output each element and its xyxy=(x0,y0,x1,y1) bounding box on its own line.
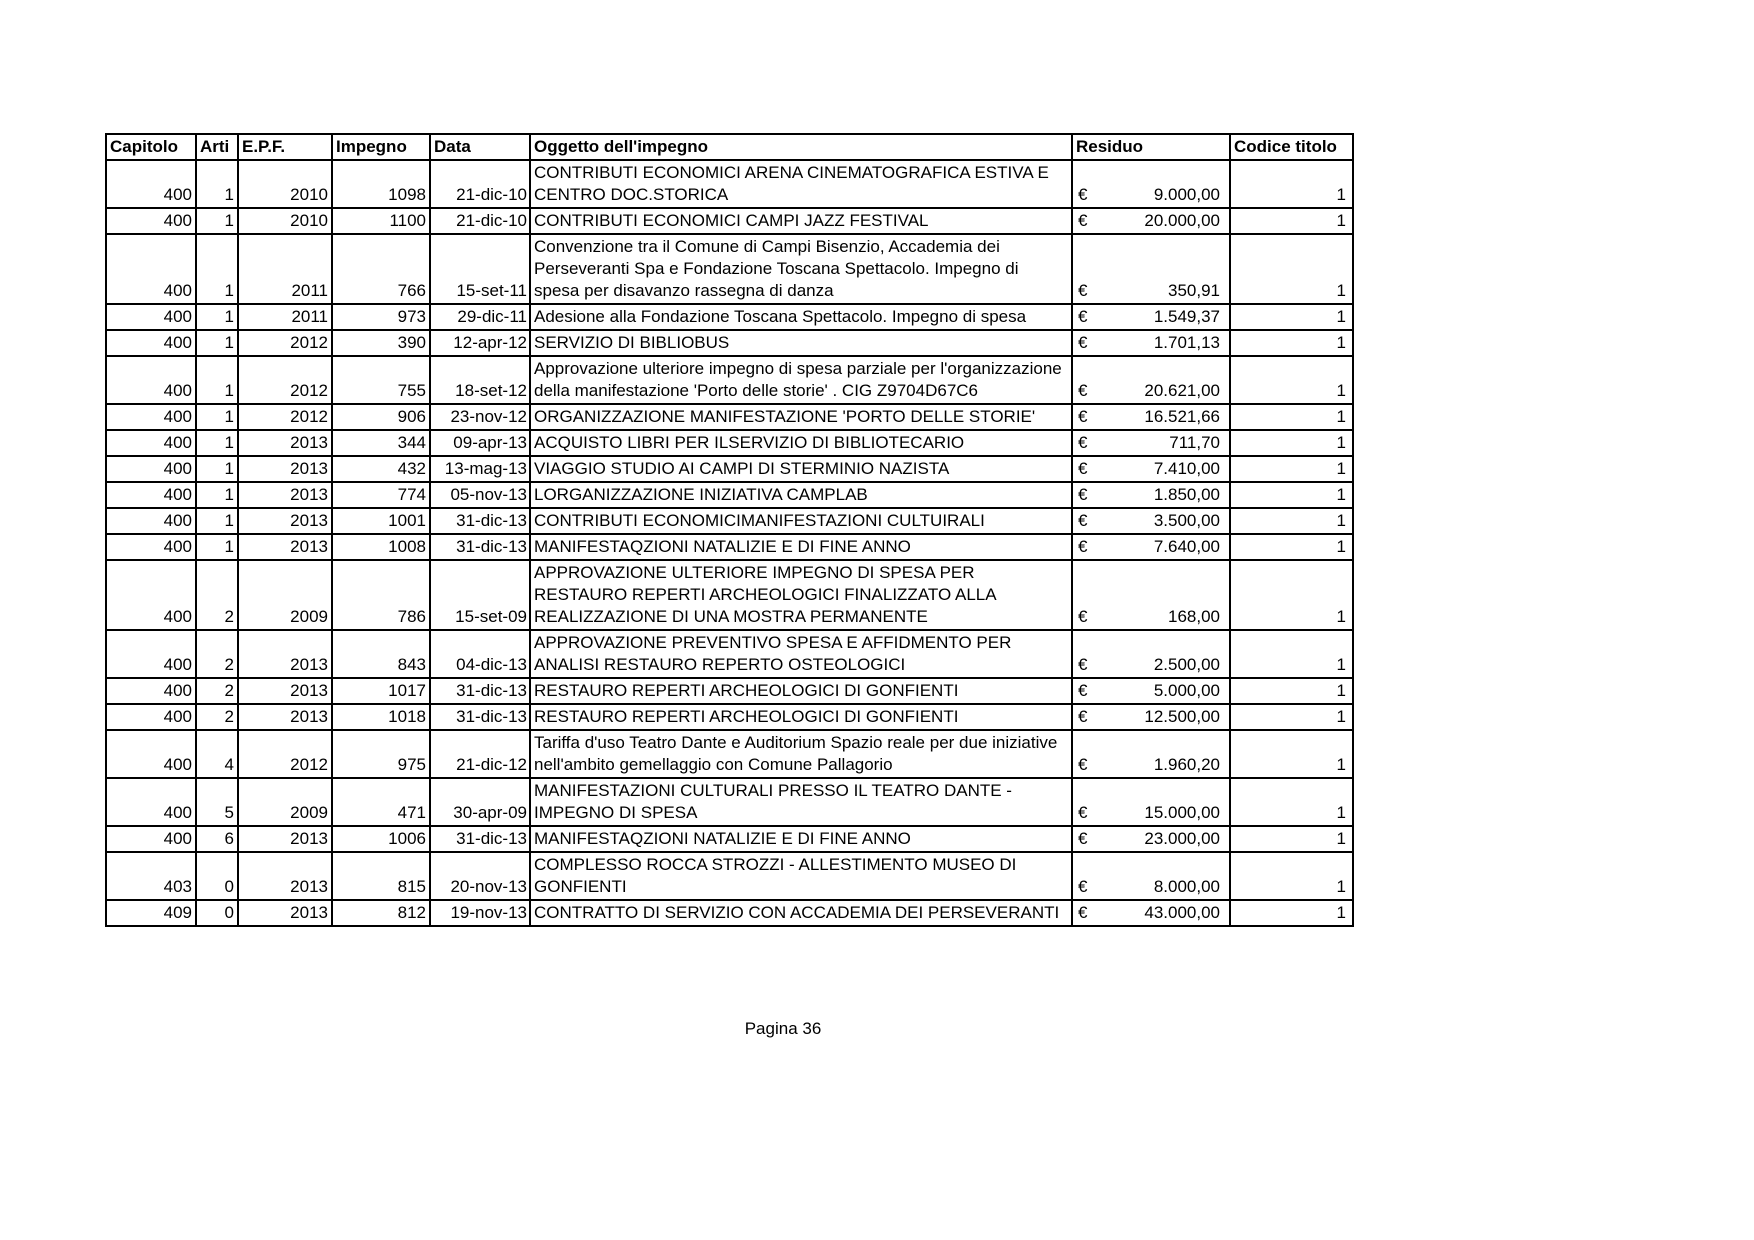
column-header-epf: E.P.F. xyxy=(238,134,332,160)
residuo-amount: 43.000,00 xyxy=(1144,903,1220,922)
cell-residuo xyxy=(1072,826,1230,852)
cell-capitolo: 400 xyxy=(106,630,196,678)
euro-symbol: € xyxy=(1078,511,1088,530)
cell-oggetto: SERVIZIO DI BIBLIOBUS xyxy=(530,330,1072,356)
cell-oggetto: Convenzione tra il Comune di Campi Bisenzio, Accademia dei Perseveranti Spa e Fondazione Toscana Spettacolo. Impegno di spesa per disavanzo rassegna di danza xyxy=(530,234,1072,304)
cell-articolo: 1 xyxy=(196,234,238,304)
impegni-table xyxy=(105,133,1354,927)
cell-codice-titolo: 1 xyxy=(1230,234,1353,304)
cell-data: 31-dic-13 xyxy=(430,704,530,730)
residuo-amount: 7.640,00 xyxy=(1153,537,1220,556)
residuo-amount: 168,00 xyxy=(1168,607,1220,626)
cell-oggetto: MANIFESTAZIONI CULTURALI PRESSO IL TEATRO DANTE - IMPEGNO DI SPESA xyxy=(530,778,1072,826)
cell-capitolo: 400 xyxy=(106,678,196,704)
table-row xyxy=(106,560,1353,630)
cell-residuo xyxy=(1072,508,1230,534)
cell-epf: 2012 xyxy=(238,330,332,356)
cell-articolo: 1 xyxy=(196,356,238,404)
cell-impegno: 471 xyxy=(332,778,430,826)
cell-impegno: 1018 xyxy=(332,704,430,730)
column-header-arti: Arti xyxy=(196,134,238,160)
cell-impegno: 432 xyxy=(332,456,430,482)
cell-articolo: 2 xyxy=(196,678,238,704)
cell-epf: 2012 xyxy=(238,404,332,430)
cell-capitolo: 400 xyxy=(106,730,196,778)
cell-capitolo: 400 xyxy=(106,160,196,208)
cell-capitolo: 400 xyxy=(106,404,196,430)
cell-codice-titolo: 1 xyxy=(1230,330,1353,356)
cell-impegno: 843 xyxy=(332,630,430,678)
cell-epf: 2012 xyxy=(238,356,332,404)
cell-oggetto: APPROVAZIONE ULTERIORE IMPEGNO DI SPESA PER RESTAURO REPERTI ARCHEOLOGICI FINALIZZATO ALLA REALIZZAZIONE DI UNA MOSTRA PERMANENTE xyxy=(530,560,1072,630)
euro-symbol: € xyxy=(1078,607,1088,626)
cell-data: 21-dic-12 xyxy=(430,730,530,778)
cell-capitolo: 400 xyxy=(106,778,196,826)
cell-articolo: 5 xyxy=(196,778,238,826)
table-row xyxy=(106,778,1353,826)
cell-codice-titolo: 1 xyxy=(1230,508,1353,534)
cell-data: 18-set-12 xyxy=(430,356,530,404)
cell-data: 23-nov-12 xyxy=(430,404,530,430)
cell-impegno: 815 xyxy=(332,852,430,900)
cell-data: 04-dic-13 xyxy=(430,630,530,678)
residuo-amount: 3.500,00 xyxy=(1153,511,1220,530)
residuo-amount: 2.500,00 xyxy=(1153,655,1220,674)
column-header-data: Data xyxy=(430,134,530,160)
cell-epf: 2013 xyxy=(238,852,332,900)
cell-oggetto: Tariffa d'uso Teatro Dante e Auditorium Spazio reale per due iniziative nell'ambito gemellaggio con Comune Pallagorio xyxy=(530,730,1072,778)
euro-symbol: € xyxy=(1078,211,1088,230)
cell-capitolo: 400 xyxy=(106,560,196,630)
cell-epf: 2012 xyxy=(238,730,332,778)
euro-symbol: € xyxy=(1078,681,1088,700)
cell-oggetto: MANIFESTAQZIONI NATALIZIE E DI FINE ANNO xyxy=(530,534,1072,560)
cell-codice-titolo: 1 xyxy=(1230,630,1353,678)
cell-residuo xyxy=(1072,208,1230,234)
euro-symbol: € xyxy=(1078,755,1088,774)
cell-articolo: 6 xyxy=(196,826,238,852)
cell-epf: 2011 xyxy=(238,234,332,304)
euro-symbol: € xyxy=(1078,459,1088,478)
cell-capitolo: 400 xyxy=(106,508,196,534)
cell-residuo xyxy=(1072,560,1230,630)
residuo-amount: 8.000,00 xyxy=(1153,877,1220,896)
table-row xyxy=(106,826,1353,852)
table-row xyxy=(106,160,1353,208)
cell-impegno: 975 xyxy=(332,730,430,778)
cell-impegno: 774 xyxy=(332,482,430,508)
cell-epf: 2010 xyxy=(238,160,332,208)
euro-symbol: € xyxy=(1078,185,1088,204)
cell-articolo: 2 xyxy=(196,630,238,678)
residuo-amount: 711,70 xyxy=(1169,433,1220,452)
table-row xyxy=(106,482,1353,508)
euro-symbol: € xyxy=(1078,407,1088,426)
residuo-amount: 20.621,00 xyxy=(1144,381,1220,400)
cell-oggetto: CONTRATTO DI SERVIZIO CON ACCADEMIA DEI PERSEVERANTI xyxy=(530,900,1072,926)
cell-oggetto: APPROVAZIONE PREVENTIVO SPESA E AFFIDMENTO PER ANALISI RESTAURO REPERTO OSTEOLOGICI xyxy=(530,630,1072,678)
cell-capitolo: 400 xyxy=(106,826,196,852)
cell-residuo xyxy=(1072,852,1230,900)
cell-residuo xyxy=(1072,356,1230,404)
cell-impegno: 1100 xyxy=(332,208,430,234)
cell-residuo xyxy=(1072,900,1230,926)
column-header-residuo: Residuo xyxy=(1072,134,1230,160)
cell-data: 09-apr-13 xyxy=(430,430,530,456)
cell-codice-titolo: 1 xyxy=(1230,160,1353,208)
euro-symbol: € xyxy=(1078,307,1088,326)
euro-symbol: € xyxy=(1078,281,1088,300)
cell-articolo: 0 xyxy=(196,852,238,900)
residuo-amount: 12.500,00 xyxy=(1144,707,1220,726)
cell-data: 31-dic-13 xyxy=(430,678,530,704)
residuo-amount: 1.850,00 xyxy=(1153,485,1220,504)
cell-codice-titolo: 1 xyxy=(1230,826,1353,852)
cell-impegno: 766 xyxy=(332,234,430,304)
cell-epf: 2010 xyxy=(238,208,332,234)
cell-capitolo: 400 xyxy=(106,356,196,404)
table-row xyxy=(106,852,1353,900)
table-row xyxy=(106,508,1353,534)
residuo-amount: 16.521,66 xyxy=(1144,407,1220,426)
cell-codice-titolo: 1 xyxy=(1230,852,1353,900)
residuo-amount: 20.000,00 xyxy=(1144,211,1220,230)
cell-residuo xyxy=(1072,534,1230,560)
cell-articolo: 1 xyxy=(196,404,238,430)
cell-residuo xyxy=(1072,456,1230,482)
cell-codice-titolo: 1 xyxy=(1230,404,1353,430)
cell-oggetto: RESTAURO REPERTI ARCHEOLOGICI DI GONFIENTI xyxy=(530,678,1072,704)
cell-oggetto: ACQUISTO LIBRI PER ILSERVIZIO DI BIBLIOTECARIO xyxy=(530,430,1072,456)
cell-codice-titolo: 1 xyxy=(1230,430,1353,456)
cell-codice-titolo: 1 xyxy=(1230,356,1353,404)
cell-data: 31-dic-13 xyxy=(430,826,530,852)
cell-epf: 2013 xyxy=(238,482,332,508)
euro-symbol: € xyxy=(1078,829,1088,848)
cell-codice-titolo: 1 xyxy=(1230,778,1353,826)
cell-capitolo: 400 xyxy=(106,534,196,560)
cell-data: 29-dic-11 xyxy=(430,304,530,330)
cell-data: 31-dic-13 xyxy=(430,534,530,560)
table-row xyxy=(106,330,1353,356)
cell-codice-titolo: 1 xyxy=(1230,482,1353,508)
cell-articolo: 1 xyxy=(196,160,238,208)
cell-codice-titolo: 1 xyxy=(1230,560,1353,630)
spreadsheet-print-area xyxy=(105,133,1354,927)
cell-oggetto: LORGANIZZAZIONE INIZIATIVA CAMPLAB xyxy=(530,482,1072,508)
euro-symbol: € xyxy=(1078,803,1088,822)
euro-symbol: € xyxy=(1078,903,1088,922)
cell-data: 20-nov-13 xyxy=(430,852,530,900)
cell-residuo xyxy=(1072,304,1230,330)
cell-oggetto: VIAGGIO STUDIO AI CAMPI DI STERMINIO NAZISTA xyxy=(530,456,1072,482)
cell-residuo xyxy=(1072,482,1230,508)
cell-epf: 2013 xyxy=(238,508,332,534)
table-row xyxy=(106,304,1353,330)
cell-epf: 2013 xyxy=(238,826,332,852)
euro-symbol: € xyxy=(1078,485,1088,504)
cell-capitolo: 400 xyxy=(106,430,196,456)
cell-codice-titolo: 1 xyxy=(1230,900,1353,926)
column-header-codice: Codice titolo xyxy=(1230,134,1353,160)
cell-data: 15-set-09 xyxy=(430,560,530,630)
cell-codice-titolo: 1 xyxy=(1230,534,1353,560)
cell-impegno: 1017 xyxy=(332,678,430,704)
cell-epf: 2013 xyxy=(238,900,332,926)
cell-articolo: 1 xyxy=(196,456,238,482)
cell-capitolo: 400 xyxy=(106,234,196,304)
cell-impegno: 812 xyxy=(332,900,430,926)
cell-epf: 2013 xyxy=(238,456,332,482)
cell-data: 15-set-11 xyxy=(430,234,530,304)
cell-oggetto: CONTRIBUTI ECONOMICI CAMPI JAZZ FESTIVAL xyxy=(530,208,1072,234)
cell-oggetto: ORGANIZZAZIONE MANIFESTAZIONE 'PORTO DELLE STORIE' xyxy=(530,404,1072,430)
cell-capitolo: 400 xyxy=(106,456,196,482)
cell-capitolo: 400 xyxy=(106,304,196,330)
cell-residuo xyxy=(1072,430,1230,456)
table-row xyxy=(106,404,1353,430)
cell-residuo xyxy=(1072,404,1230,430)
cell-impegno: 1006 xyxy=(332,826,430,852)
cell-residuo xyxy=(1072,778,1230,826)
euro-symbol: € xyxy=(1078,655,1088,674)
cell-impegno: 1001 xyxy=(332,508,430,534)
cell-oggetto: COMPLESSO ROCCA STROZZI - ALLESTIMENTO MUSEO DI GONFIENTI xyxy=(530,852,1072,900)
residuo-amount: 15.000,00 xyxy=(1144,803,1220,822)
table-row xyxy=(106,534,1353,560)
residuo-amount: 1.549,37 xyxy=(1153,307,1220,326)
cell-articolo: 2 xyxy=(196,704,238,730)
cell-capitolo: 400 xyxy=(106,704,196,730)
cell-impegno: 786 xyxy=(332,560,430,630)
cell-epf: 2013 xyxy=(238,430,332,456)
euro-symbol: € xyxy=(1078,381,1088,400)
cell-oggetto: CONTRIBUTI ECONOMICI ARENA CINEMATOGRAFICA ESTIVA E CENTRO DOC.STORICA xyxy=(530,160,1072,208)
cell-articolo: 0 xyxy=(196,900,238,926)
cell-oggetto: CONTRIBUTI ECONOMICIMANIFESTAZIONI CULTUIRALI xyxy=(530,508,1072,534)
residuo-amount: 7.410,00 xyxy=(1153,459,1220,478)
cell-data: 30-apr-09 xyxy=(430,778,530,826)
cell-articolo: 1 xyxy=(196,534,238,560)
cell-impegno: 973 xyxy=(332,304,430,330)
table-row xyxy=(106,430,1353,456)
residuo-amount: 1.701,13 xyxy=(1153,333,1220,352)
table-row xyxy=(106,704,1353,730)
euro-symbol: € xyxy=(1078,877,1088,896)
cell-articolo: 1 xyxy=(196,208,238,234)
cell-impegno: 1008 xyxy=(332,534,430,560)
cell-epf: 2009 xyxy=(238,560,332,630)
column-header-oggetto: Oggetto dell'impegno xyxy=(530,134,1072,160)
euro-symbol: € xyxy=(1078,537,1088,556)
cell-epf: 2011 xyxy=(238,304,332,330)
cell-data: 13-mag-13 xyxy=(430,456,530,482)
cell-articolo: 2 xyxy=(196,560,238,630)
cell-codice-titolo: 1 xyxy=(1230,208,1353,234)
cell-articolo: 1 xyxy=(196,430,238,456)
cell-capitolo: 409 xyxy=(106,900,196,926)
cell-residuo xyxy=(1072,160,1230,208)
cell-articolo: 1 xyxy=(196,508,238,534)
cell-codice-titolo: 1 xyxy=(1230,704,1353,730)
cell-residuo xyxy=(1072,678,1230,704)
cell-residuo xyxy=(1072,630,1230,678)
residuo-amount: 9.000,00 xyxy=(1153,185,1220,204)
residuo-amount: 5.000,00 xyxy=(1153,681,1220,700)
cell-articolo: 1 xyxy=(196,482,238,508)
cell-articolo: 1 xyxy=(196,330,238,356)
cell-impegno: 755 xyxy=(332,356,430,404)
cell-capitolo: 400 xyxy=(106,330,196,356)
table-row xyxy=(106,208,1353,234)
cell-impegno: 390 xyxy=(332,330,430,356)
cell-codice-titolo: 1 xyxy=(1230,730,1353,778)
page-number-footer: Pagina 36 xyxy=(744,1019,822,1038)
cell-residuo xyxy=(1072,234,1230,304)
cell-capitolo: 400 xyxy=(106,208,196,234)
cell-oggetto: Approvazione ulteriore impegno di spesa parziale per l'organizzazione della manifestazione 'Porto delle storie' . CIG Z9704D67C6 xyxy=(530,356,1072,404)
table-row xyxy=(106,356,1353,404)
table-row xyxy=(106,630,1353,678)
cell-residuo xyxy=(1072,330,1230,356)
cell-impegno: 1098 xyxy=(332,160,430,208)
cell-oggetto: Adesione alla Fondazione Toscana Spettacolo. Impegno di spesa xyxy=(530,304,1072,330)
cell-epf: 2013 xyxy=(238,678,332,704)
table-row xyxy=(106,456,1353,482)
table-row xyxy=(106,900,1353,926)
cell-oggetto: MANIFESTAQZIONI NATALIZIE E DI FINE ANNO xyxy=(530,826,1072,852)
cell-data: 21-dic-10 xyxy=(430,160,530,208)
column-header-capitolo: Capitolo xyxy=(106,134,196,160)
cell-epf: 2009 xyxy=(238,778,332,826)
cell-impegno: 344 xyxy=(332,430,430,456)
euro-symbol: € xyxy=(1078,707,1088,726)
cell-impegno: 906 xyxy=(332,404,430,430)
cell-epf: 2013 xyxy=(238,704,332,730)
cell-data: 12-apr-12 xyxy=(430,330,530,356)
cell-capitolo: 403 xyxy=(106,852,196,900)
table-row xyxy=(106,234,1353,304)
cell-epf: 2013 xyxy=(238,630,332,678)
residuo-amount: 1.960,20 xyxy=(1153,755,1220,774)
table-row xyxy=(106,730,1353,778)
cell-capitolo: 400 xyxy=(106,482,196,508)
cell-data: 31-dic-13 xyxy=(430,508,530,534)
cell-residuo xyxy=(1072,730,1230,778)
cell-articolo: 4 xyxy=(196,730,238,778)
cell-data: 19-nov-13 xyxy=(430,900,530,926)
residuo-amount: 350,91 xyxy=(1168,281,1220,300)
cell-oggetto: RESTAURO REPERTI ARCHEOLOGICI DI GONFIENTI xyxy=(530,704,1072,730)
header-row xyxy=(106,134,1353,160)
cell-residuo xyxy=(1072,704,1230,730)
table-row xyxy=(106,678,1353,704)
euro-symbol: € xyxy=(1078,333,1088,352)
cell-data: 21-dic-10 xyxy=(430,208,530,234)
cell-epf: 2013 xyxy=(238,534,332,560)
cell-codice-titolo: 1 xyxy=(1230,456,1353,482)
cell-data: 05-nov-13 xyxy=(430,482,530,508)
cell-codice-titolo: 1 xyxy=(1230,678,1353,704)
cell-articolo: 1 xyxy=(196,304,238,330)
column-header-impegno: Impegno xyxy=(332,134,430,160)
euro-symbol: € xyxy=(1078,433,1088,452)
cell-codice-titolo: 1 xyxy=(1230,304,1353,330)
residuo-amount: 23.000,00 xyxy=(1144,829,1220,848)
